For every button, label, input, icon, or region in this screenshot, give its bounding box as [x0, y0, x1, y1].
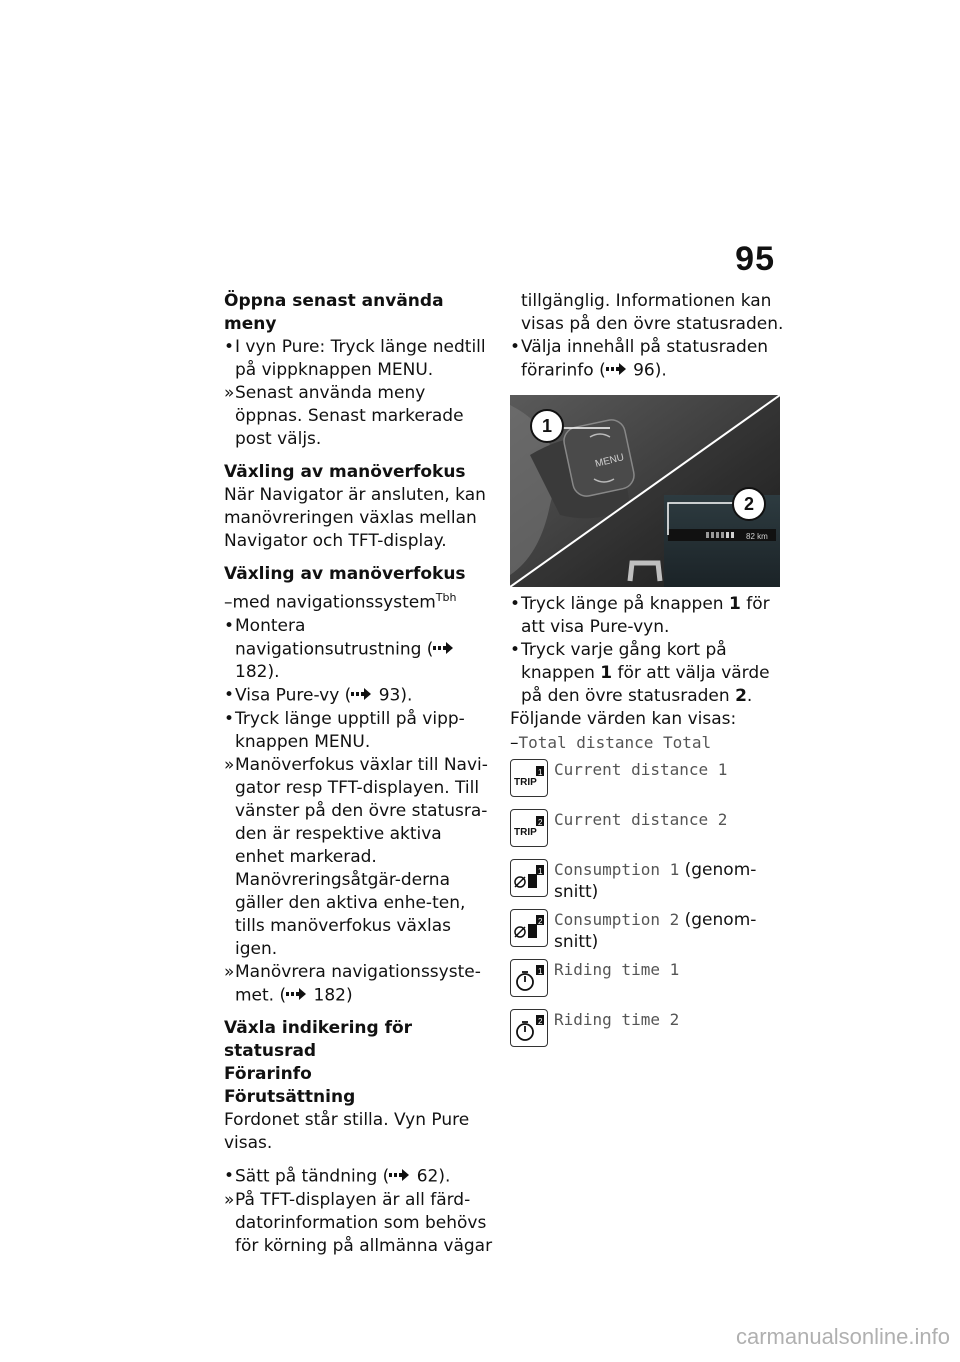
list-item: • I vyn Pure: Tryck länge nedtill på vippknappen MENU.	[224, 337, 486, 380]
result-item: » Manövrera navigationssyste-met. ( 182)	[224, 961, 481, 1006]
stopwatch1-icon	[510, 959, 548, 997]
list-intro: Följande värden kan visas:	[510, 708, 737, 729]
total-distance-line: –Total distance Total	[510, 732, 712, 753]
section-heading: Förarinfo	[224, 1064, 312, 1085]
value-row: 2 Consumption 2 (genom-snitt)	[510, 909, 785, 955]
svg-text:2: 2	[538, 916, 543, 926]
section-heading: Växla indikering för statusrad	[224, 1018, 413, 1062]
page-ref-arrow-icon	[433, 638, 455, 661]
value-row: 1 Riding time 1	[510, 959, 785, 1005]
stopwatch2-icon	[510, 1009, 548, 1047]
page-number: 95	[735, 240, 775, 278]
left-column	[224, 290, 494, 1258]
result-item: » På TFT-displayen är all färd-datorinformation som behövs för körning på allmänna vägar	[224, 1189, 493, 1256]
list-item: • Välja innehåll på statusraden förarinfo ( 96).	[510, 337, 769, 381]
consumption1-icon	[510, 859, 548, 897]
svg-text:1: 1	[538, 966, 543, 976]
menu-button-label: MENU	[594, 451, 626, 470]
value-row: TRIP 1 Current distance 1	[510, 759, 785, 805]
list-item: • Montera navigationsutrustning ( 182).	[224, 615, 494, 685]
svg-text:TRIP: TRIP	[514, 826, 537, 838]
watermark[interactable]: carmanualsonline.info	[735, 1324, 950, 1349]
paragraph: Fordonet står stilla. Vyn Pure visas.	[224, 1110, 470, 1154]
result-item: » Senast använda meny öppnas. Senast markerade post väljs.	[224, 383, 464, 449]
right-column	[510, 290, 785, 1055]
section-heading: Växling av manöverfokus	[224, 564, 466, 584]
list-item: • Tryck varje gång kort på knappen 1 för att välja värde på den övre statusraden 2.	[510, 639, 770, 706]
subheading: –med navigationssystem$^{Tbh}$	[224, 591, 457, 613]
svg-text:TRIP: TRIP	[514, 776, 537, 788]
trip1-icon	[510, 759, 548, 797]
trip2-icon	[510, 809, 548, 847]
page-ref-arrow-icon	[286, 984, 308, 1007]
value-row: TRIP 2 Current distance 2	[510, 809, 785, 855]
list-item: • Tryck länge på knappen 1 för att visa Pure-vyn.	[510, 593, 770, 637]
section-heading: Öppna senast använda meny	[224, 291, 444, 334]
page-ref-arrow-icon	[351, 684, 373, 707]
result-continuation: tillgänglig. Informationen kan visas på den övre statusraden.	[521, 291, 784, 334]
result-item: » Manöverfokus växlar till Navi-gator resp TFT-displayen. Till vänster på den övre statusra-den är respektive aktiva enhet markerad. Manövreringsåtgär-derna gäller den aktiva enhe-ten, tills manöverfokus växlas igen.	[224, 754, 488, 959]
prerequisite-heading: Förutsättning	[224, 1087, 356, 1108]
svg-text:2: 2	[538, 817, 543, 827]
list-item: • Sätt på tändning ( 62).	[224, 1166, 451, 1187]
svg-text:1: 1	[538, 767, 543, 777]
callout-2: 2	[732, 487, 766, 521]
callout-1: 1	[530, 409, 564, 443]
list-item: • Visa Pure-vy ( 93).	[224, 685, 413, 706]
section-heading: Växling av manöverfokus	[224, 462, 466, 482]
distance-readout: 82 km	[746, 531, 768, 541]
paragraph: När Navigator är ansluten, kan manövreringen växlas mellan Navigator och TFT-display.	[224, 485, 486, 551]
value-row: 1 Consumption 1 (genom-snitt)	[510, 859, 785, 905]
page-ref-arrow-icon	[606, 359, 628, 382]
handlebar-display-photo	[510, 395, 780, 587]
page-ref-arrow-icon	[389, 1165, 411, 1188]
svg-text:2: 2	[538, 1016, 543, 1026]
svg-text:1: 1	[538, 866, 543, 876]
consumption2-icon	[510, 909, 548, 947]
value-row: 2 Riding time 2	[510, 1009, 785, 1055]
list-item: • Tryck länge upptill på vipp-knappen MENU.	[224, 708, 465, 752]
